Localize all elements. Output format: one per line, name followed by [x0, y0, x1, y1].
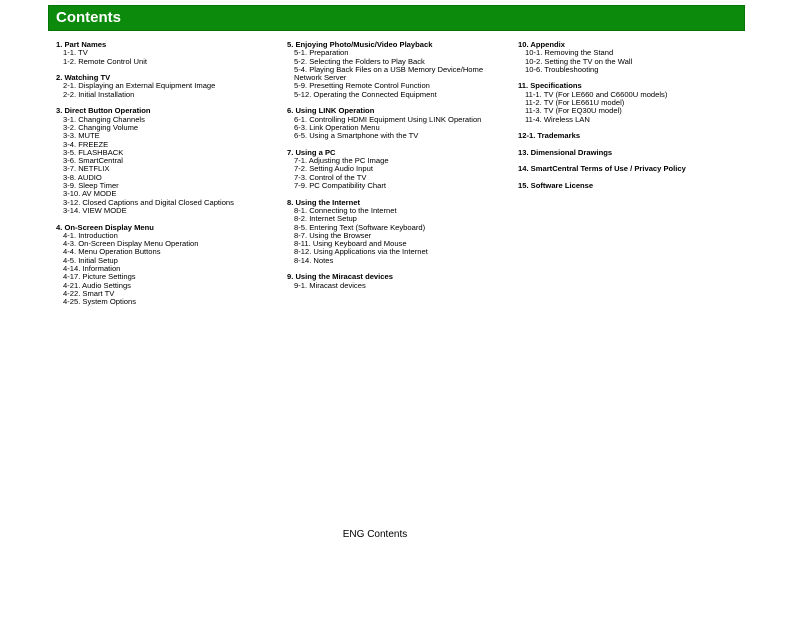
toc-link[interactable]: 10-6. Troubleshooting: [525, 64, 599, 74]
toc-section: [56, 224, 276, 307]
toc-section-title[interactable]: 5. Enjoying Photo/Music/Video Playback: [287, 40, 433, 49]
toc-link[interactable]: 7-1. Adjusting the PC Image: [294, 156, 389, 166]
toc-section: [287, 199, 507, 265]
toc-link[interactable]: 8-12. Using Applications via the Internet: [294, 247, 428, 257]
toc-link[interactable]: 1-2. Remote Control Unit: [63, 56, 147, 66]
toc-link[interactable]: 5-4. Playing Back Files on a USB Memory Device/Home Network Server: [294, 64, 486, 83]
toc-link[interactable]: 11-4. Wireless LAN: [525, 114, 590, 124]
toc-link[interactable]: 2-2. Initial Installation: [63, 89, 135, 99]
toc-link[interactable]: 3-9. Sleep Timer: [63, 181, 119, 191]
toc-link[interactable]: 3-12. Closed Captions and Digital Closed Captions: [63, 197, 234, 207]
toc-link[interactable]: 6-1. Controlling HDMI Equipment Using LINK Operation: [294, 114, 482, 124]
toc-section: [56, 107, 276, 215]
toc-link[interactable]: 4-21. Audio Settings: [63, 280, 131, 290]
page-footer: ENG Contents: [342, 529, 408, 540]
toc-section-title[interactable]: 11. Specifications: [518, 81, 582, 91]
toc-link[interactable]: 11-2. TV (For LE661U model): [525, 98, 625, 108]
toc-section: [518, 165, 738, 173]
toc-section-title[interactable]: 7. Using a PC: [287, 147, 336, 157]
toc-section-title[interactable]: 13. Dimensional Drawings: [518, 147, 613, 157]
toc-link[interactable]: 1-1. TV: [63, 48, 88, 58]
page-title: Contents: [56, 9, 121, 26]
toc-link[interactable]: 8-14. Notes: [294, 255, 334, 265]
toc-section: [518, 132, 738, 140]
toc-section-title[interactable]: 14. SmartCentral Terms of Use / Privacy Policy: [518, 164, 686, 174]
toc-section-title[interactable]: 6. Using LINK Operation: [287, 106, 375, 116]
toc-link[interactable]: 5-1. Preparation: [294, 48, 349, 58]
toc-section: [56, 74, 276, 99]
toc-link[interactable]: 3-7. NETFLIX: [63, 164, 110, 174]
toc-section-title[interactable]: 1. Part Names: [56, 40, 107, 49]
toc-section-title[interactable]: 15. Software License: [518, 181, 594, 191]
toc-link[interactable]: 9-1. Miracast devices: [294, 280, 366, 290]
toc-link[interactable]: 8-1. Connecting to the Internet: [294, 205, 397, 215]
toc-section-title[interactable]: 10. Appendix: [518, 40, 565, 49]
toc-link[interactable]: 4-25. System Options: [63, 297, 137, 307]
toc-link[interactable]: 10-1. Removing the Stand: [525, 48, 614, 58]
toc-link[interactable]: 11-1. TV (For LE660 and C6600U models): [525, 89, 668, 99]
toc-link[interactable]: 4-14. Information: [63, 264, 121, 274]
toc-section: [287, 41, 507, 99]
toc-section: [518, 82, 738, 123]
toc-section-title[interactable]: 8. Using the Internet: [287, 197, 360, 207]
toc-link[interactable]: 4-5. Initial Setup: [63, 255, 118, 265]
toc-link[interactable]: 10-2. Setting the TV on the Wall: [525, 56, 633, 66]
toc-link[interactable]: 3-4. FREEZE: [63, 139, 109, 149]
toc-link[interactable]: 2-1. Displaying an External Equipment Image: [63, 81, 216, 91]
contents-header: [48, 5, 745, 31]
toc-link[interactable]: 4-3. On-Screen Display Menu Operation: [63, 239, 199, 249]
toc-link[interactable]: 3-5. FLASHBACK: [63, 147, 124, 157]
toc-link[interactable]: 3-3. MUTE: [63, 131, 100, 141]
toc-link[interactable]: 3-1. Changing Channels: [63, 114, 145, 124]
toc-section: [287, 107, 507, 140]
toc-link[interactable]: 4-17. Picture Settings: [63, 272, 136, 282]
toc-section: [287, 149, 507, 190]
toc-link[interactable]: 6-5. Using a Smartphone with the TV: [294, 131, 419, 141]
toc-section: [518, 149, 738, 157]
toc-link[interactable]: 3-14. VIEW MODE: [63, 205, 127, 215]
toc-section: [518, 182, 738, 190]
toc-section: [518, 41, 738, 74]
toc-column-2: [287, 41, 507, 298]
toc-section-title[interactable]: 12-1. Trademarks: [518, 131, 581, 141]
toc-link[interactable]: 3-8. AUDIO: [63, 172, 102, 182]
toc-link[interactable]: 4-22. Smart TV: [63, 288, 115, 298]
toc-section-title[interactable]: 3. Direct Button Operation: [56, 106, 151, 116]
toc-section: [287, 273, 507, 290]
toc-link[interactable]: 4-4. Menu Operation Buttons: [63, 247, 161, 257]
toc-link[interactable]: 5-9. Presetting Remote Control Function: [294, 81, 430, 91]
toc-link[interactable]: 4-1. Introduction: [63, 230, 118, 240]
toc-link[interactable]: 7-3. Control of the TV: [294, 172, 367, 182]
toc-section-title[interactable]: 2. Watching TV: [56, 73, 111, 83]
toc-link[interactable]: 7-2. Setting Audio Input: [294, 164, 373, 174]
toc-link[interactable]: 11-3. TV (For EQ30U model): [525, 106, 622, 116]
toc-link[interactable]: 6-3. Link Operation Menu: [294, 122, 380, 132]
toc-link[interactable]: 8-2. Internet Setup: [294, 214, 357, 224]
toc-link[interactable]: 8-5. Entering Text (Software Keyboard): [294, 222, 426, 232]
toc-section-title[interactable]: 4. On-Screen Display Menu: [56, 222, 154, 232]
toc-link[interactable]: 8-11. Using Keyboard and Mouse: [294, 239, 407, 249]
toc-column-1: [56, 41, 276, 315]
toc-link[interactable]: 5-2. Selecting the Folders to Play Back: [294, 56, 425, 66]
toc-link[interactable]: 8-7. Using the Browser: [294, 230, 372, 240]
toc-link[interactable]: 5-12. Operating the Connected Equipment: [294, 89, 437, 99]
toc-link[interactable]: 3-10. AV MODE: [63, 189, 117, 199]
toc-section-title[interactable]: 9. Using the Miracast devices: [287, 272, 393, 282]
toc-link[interactable]: 3-6. SmartCentral: [63, 156, 123, 166]
toc-column-3: [518, 41, 738, 199]
toc-section: [56, 41, 276, 66]
toc-link[interactable]: 7-9. PC Compatibility Chart: [294, 181, 387, 191]
toc-link[interactable]: 3-2. Changing Volume: [63, 122, 139, 132]
